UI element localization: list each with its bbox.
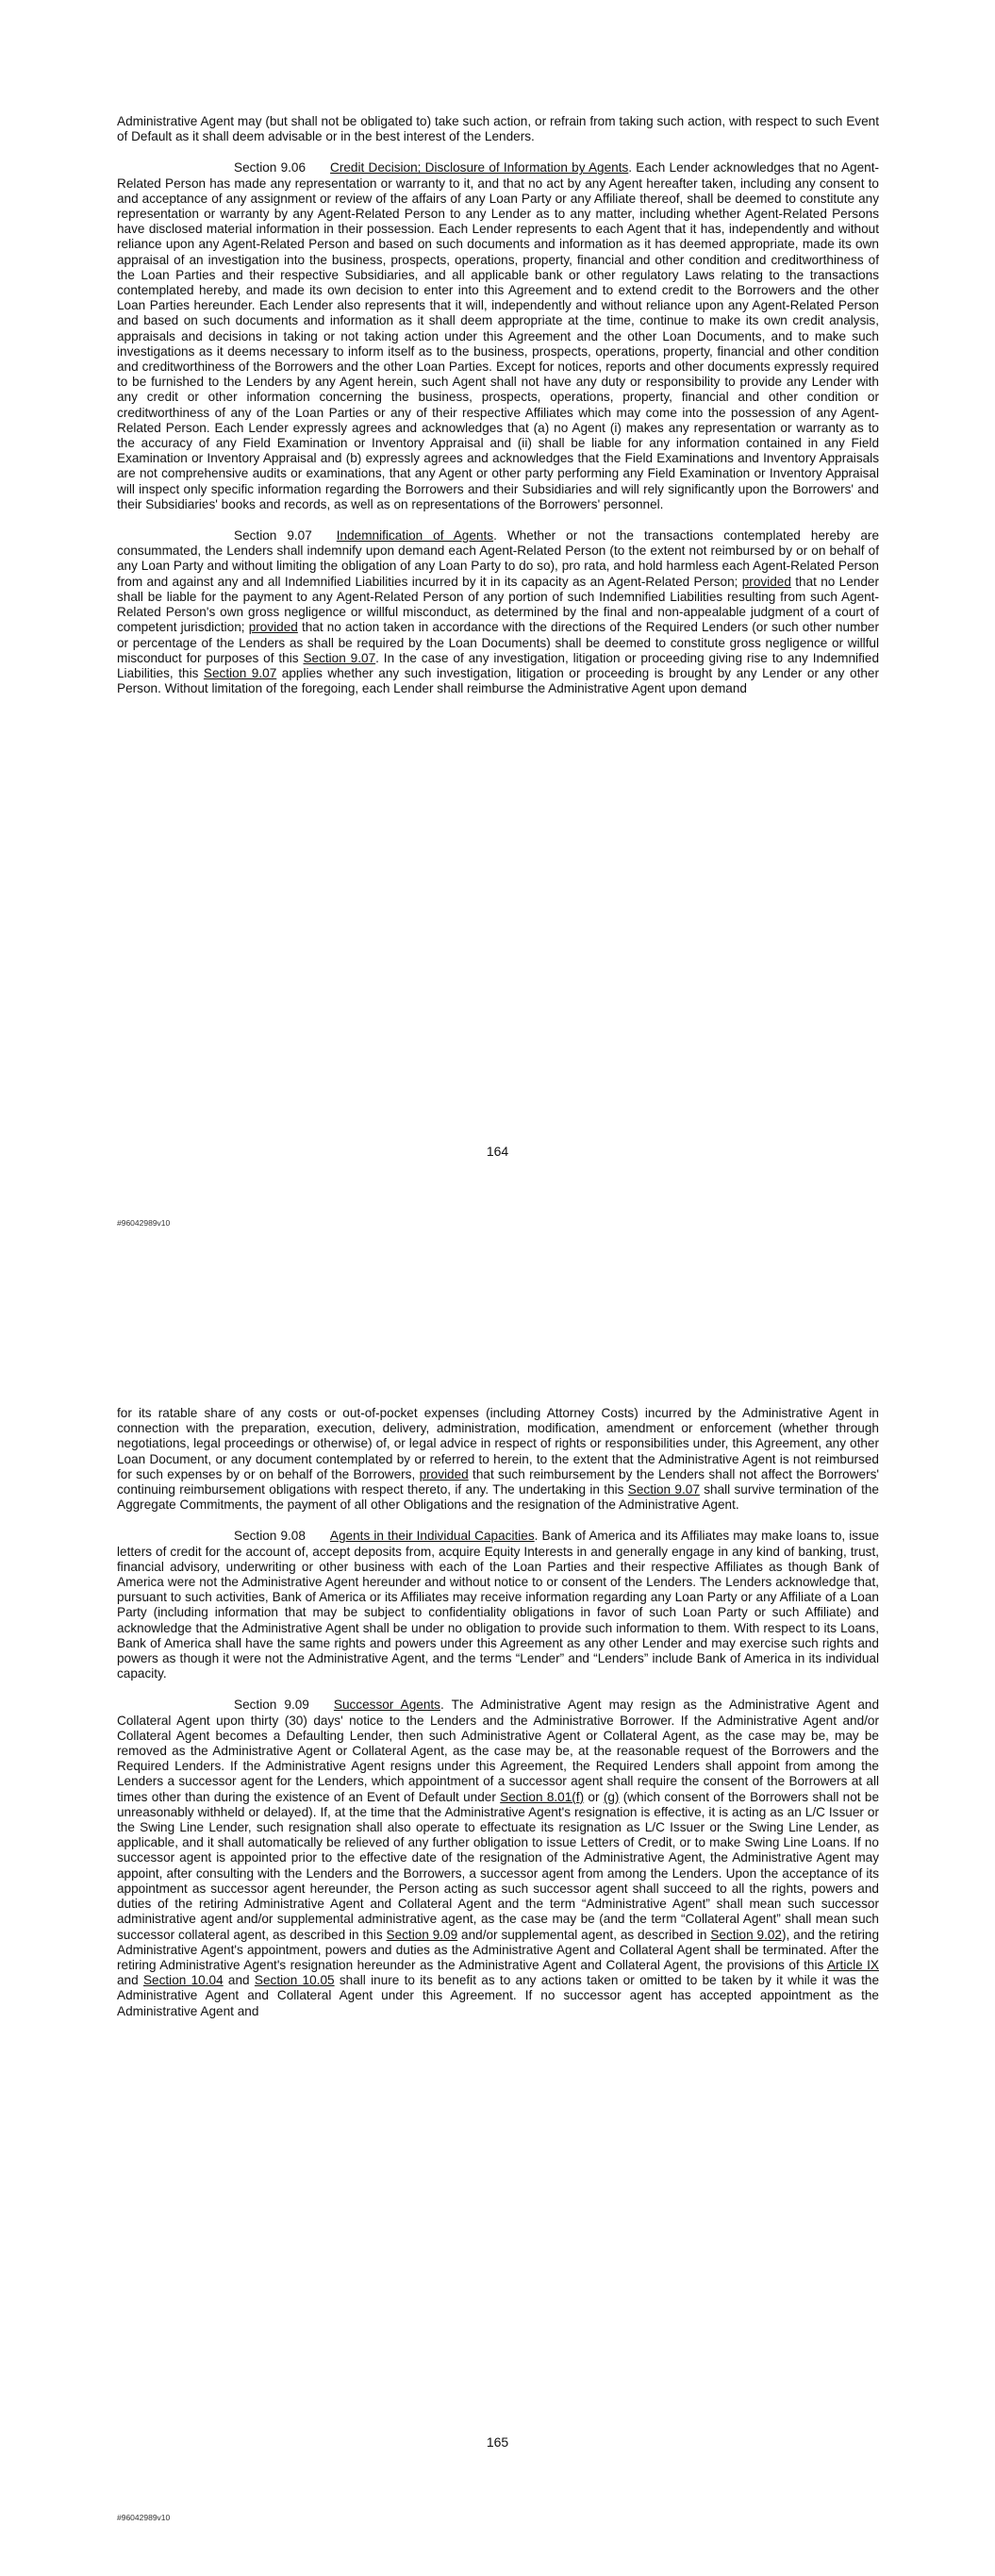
continuation-paragraph: for its ratable share of any costs or out-of-pocket expenses (including Attorney Costs) incurred by the Administrative Agent in connection with the preparation, execution, delivery, administration, modification, amendment or enforcement (whether through negotiations, legal proceedings or otherwise) of, or legal advice in respect of rights or responsibilities under, this Agreement, any other Loan Document, or any document contemplated by or referred to herein, to the extent that the Administrative Agent is not reimbursed for such expenses by or on behalf of the Borrowers, provided that such reimbursement by the Lenders shall not affect the Borrowers' continuing reimbursement obligations with respect thereto, if any. The undertaking in this Section 9.07 shall survive termination of the Aggregate Commitments, the payment of all other Obligations and the resignation of the Administrative Agent. bbox=[117, 1406, 879, 1513]
cross-reference: (g) bbox=[603, 1789, 620, 1804]
cross-reference: Section 9.09 bbox=[386, 1927, 458, 1942]
section-heading: Successor Agents bbox=[333, 1698, 440, 1713]
section-number: Section 9.08 bbox=[234, 1529, 306, 1544]
page-165-body bbox=[117, 1406, 879, 2035]
section-number: Section 9.07 bbox=[234, 528, 312, 544]
cross-reference: Section 9.07 bbox=[203, 665, 277, 680]
doc-id: #96042989v10 bbox=[117, 1218, 171, 1228]
page-number: 165 bbox=[486, 2434, 509, 2450]
section-9-06: Section 9.06 Credit Decision; Disclosure of Information by Agents. Each Lender acknowledges that no Agent-Related Person has made any representation or warranty to it, and that no act by any Agent hereafter taken, including any consent to and acceptance of any assignment or review of the affairs of any Loan Party or any Affiliate thereof, shall be deemed to constitute any representation or warranty by any Agent-Related Person to any Lender as to any matter, including whether Agent-Related Persons have disclosed material information in their possession. Each Lender represents to each Agent that it has, independently and without reliance upon any Agent-Related Person and based on such documents and information as it has deemed appropriate, made its own appraisal of an investigation into the business, prospects, operations, property, financial and other condition and creditworthiness of the Loan Parties and their respective Subsidiaries, and all applicable bank or other regulatory Laws relating to the transactions contemplated hereby, and made its own decision to enter into this Agreement and to extend credit to the Borrowers and the other Loan Parties hereunder. Each Lender also represents that it will, independently and without reliance upon any Agent-Related Person and based on such documents and information as it shall deem appropriate at the time, continue to make its own credit analysis, appraisals and decisions in taking or not taking action under this Agreement and the other Loan Documents, and to make such investigations as it deems necessary to inform itself as to the business, prospects, operations, property, financial and other condition and creditworthiness of the Borrowers and the other Loan Parties. Except for notices, reports and other documents expressly required to be furnished to the Lenders by any Agent herein, such Agent shall not have any duty or responsibility to provide any Lender with any credit or other information concerning the business, prospects, operations, property, financial and other condition or creditworthiness of any of the Loan Parties or any of their respective Affiliates which may come into the possession of any Agent-Related Person. Each Lender expressly agrees and acknowledges that (a) no Agent (i) makes any representation or warranty as to the accuracy of any Field Examination or Inventory Appraisal and (ii) shall be liable for any information contained in any Field Examination or Inventory Appraisal and (b) expressly agrees and acknowledges that the Field Examinations and Inventory Appraisals are not comprehensive audits or examinations, that any Agent or other party performing any Field Examination or Inventory Appraisal will inspect only specific information regarding the Borrowers and their Subsidiaries and will rely significantly upon the Borrowers' and their Subsidiaries' books and records, as well as on representations of the Borrowers' personnel. bbox=[117, 160, 879, 511]
cross-reference: Section 9.07 bbox=[303, 650, 376, 665]
cross-reference: Section 8.01(f) bbox=[500, 1789, 585, 1804]
section-number: Section 9.06 bbox=[234, 160, 307, 176]
doc-id: #96042989v10 bbox=[117, 2513, 171, 2522]
cross-reference: Section 10.05 bbox=[254, 1973, 335, 1988]
cross-reference: Article IX bbox=[826, 1957, 880, 1972]
section-heading: Indemnification of Agents bbox=[336, 528, 494, 544]
section-9-09: Section 9.09 Successor Agents. The Administrative Agent may resign as the Administrative Agent and Collateral Agent upon thirty (30) days' notice to the Lenders and the Administrative Borrower. If the Administrative Agent and/or Collateral Agent becomes a Defaulting Lender, then such Administrative Agent or Collateral Agent, as the case may be, may be removed as the Administrative Agent or Collateral Agent, as the case may be, at the reasonable request of the Borrowers and the Required Lenders. If the Administrative Agent resigns under this Agreement, the Required Lenders shall appoint from among the Lenders a successor agent for the Lenders, which appointment of a successor agent shall require the consent of the Borrowers at all times other than during the existence of an Event of Default under Section 8.01(f) or (g) (which consent of the Borrowers shall not be unreasonably withheld or delayed). If, at the time that the Administrative Agent's resignation is effective, it is acting as an L/C Issuer or the Swing Line Lender, such resignation shall also operate to effectuate its resignation as L/C Issuer or the Swing Line Lender, as applicable, and it shall automatically be relieved of any further obligation to issue Letters of Credit, or to make Swing Line Loans. If no successor agent is appointed prior to the effective date of the resignation of the Administrative Agent, the Administrative Agent may appoint, after consulting with the Lenders and the Borrowers, a successor agent from among the Lenders. Upon the acceptance of its appointment as successor agent hereunder, the Person acting as such successor agent shall succeed to all the rights, powers and duties of the retiring Administrative Agent and Collateral Agent and the term “Administrative Agent” shall mean such successor administrative agent and/or supplemental administrative agent, as the case may be (and the term “Collateral Agent” shall mean such successor collateral agent, as described in this Section 9.09 and/or supplemental agent, as described in Section 9.02), and the retiring Administrative Agent's appointment, powers and duties as the Administrative Agent and Collateral Agent shall be terminated. After the retiring Administrative Agent's resignation hereunder as the Administrative Agent and Collateral Agent, the provisions of this Article IX and Section 10.04 and Section 10.05 shall inure to its benefit as to any actions taken or omitted to be taken by it while it was the Administrative Agent and Collateral Agent under this Agreement. If no successor agent has accepted appointment as the Administrative Agent and bbox=[117, 1698, 880, 2018]
continuation-paragraph: Administrative Agent may (but shall not be obligated to) take such action, or refrain from taking such action, with respect to such Event of Default as it shall deem advisable or in the best interest of the Lenders. bbox=[117, 114, 879, 144]
section-9-08: Section 9.08 Agents in their Individual Capacities. Bank of America and its Affiliates may make loans to, issue letters of credit for the account of, accept deposits from, acquire Equity Interests in and generally engage in any kind of banking, trust, financial advisory, underwriting or other business with each of the Loan Parties and their respective Affiliates as though Bank of America were not the Administrative Agent hereunder and without notice to or consent of the Lenders. The Lenders acknowledge that, pursuant to such activities, Bank of America or its Affiliates may receive information regarding any Loan Party or any Affiliate of a Loan Party (including information that may be subject to confidentiality obligations in favor of such Loan Party or such Affiliate) and acknowledge that the Administrative Agent shall be under no obligation to provide such information to them. With respect to its Loans, Bank of America shall have the same rights and powers under this Agreement as any other Lender and may exercise such rights and powers as though it were not the Administrative Agent, and the terms “Lender” and “Lenders” include Bank of America in its individual capacity. bbox=[117, 1529, 880, 1681]
cross-reference: Section 9.07 bbox=[627, 1482, 700, 1497]
page-number: 164 bbox=[486, 1144, 509, 1159]
page-164-body bbox=[117, 114, 879, 712]
page-165 bbox=[0, 1359, 995, 2576]
section-number: Section 9.09 bbox=[234, 1698, 309, 1713]
section-9-07: Section 9.07 Indemnification of Agents. Whether or not the transactions contemplated hereby are consummated, the Lenders shall indemnify upon demand each Agent-Related Person (to the extent not reimbursed by or on behalf of any Loan Party and without limiting the obligation of any Loan Party to do so), pro rata, and hold harmless each Agent-Related Person from and against any and all Indemnified Liabilities incurred by it in its capacity as an Agent-Related Person; provided that no Lender shall be liable for the payment to any Agent-Related Person of any portion of such Indemnified Liabilities resulting from such Agent-Related Person's own gross negligence or willful misconduct, as determined by the final and non-appealable judgment of a court of competent jurisdiction; provided that no action taken in accordance with the directions of the Required Lenders (or such other number or percentage of the Lenders as shall be required by the Loan Documents) shall be deemed to constitute gross negligence or willful misconduct for purposes of this Section 9.07. In the case of any investigation, litigation or proceeding giving rise to any Indemnified Liabilities, this Section 9.07 applies whether any such investigation, litigation or proceeding is brought by any Lender or any other Person. Without limitation of the foregoing, each Lender shall reimburse the Administrative Agent upon demand bbox=[117, 528, 880, 696]
section-heading: Credit Decision; Disclosure of Information by Agents bbox=[330, 160, 629, 176]
cross-reference: Section 10.04 bbox=[142, 1973, 224, 1988]
cross-reference: Section 9.02 bbox=[710, 1927, 782, 1942]
section-heading: Agents in their Individual Capacities bbox=[329, 1529, 535, 1544]
page-164 bbox=[0, 0, 995, 1283]
